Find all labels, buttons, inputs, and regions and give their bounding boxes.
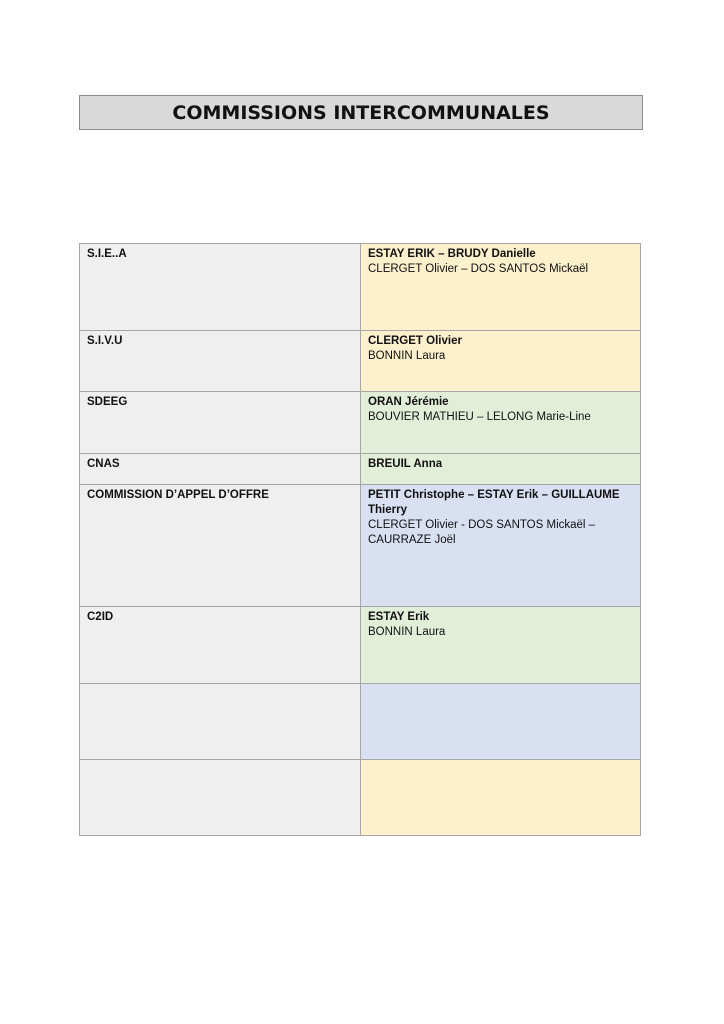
commissions-table (79, 243, 641, 836)
table-row (80, 607, 641, 684)
commission-members (361, 331, 641, 392)
table-row (80, 331, 641, 392)
commission-members (361, 454, 641, 485)
commission-members (361, 392, 641, 454)
commission-name: COMMISSION D’APPEL D’OFFRE (80, 485, 361, 607)
commission-name: S.I.V.U (80, 331, 361, 392)
members-suppleants: BONNIN Laura (368, 350, 446, 362)
table-row (80, 760, 641, 836)
members-titulaires: CLERGET Olivier (368, 335, 462, 347)
members-suppleants: CLERGET Olivier – DOS SANTOS Mickaël (368, 263, 589, 275)
members-suppleants: CLERGET Olivier - DOS SANTOS Mickaël – CAURRAZE Joël (368, 519, 596, 546)
table-row (80, 244, 641, 331)
table-row (80, 485, 641, 607)
commission-name-empty (80, 760, 361, 836)
commission-name: CNAS (80, 454, 361, 485)
table-row (80, 392, 641, 454)
members-titulaires: ESTAY ERIK – BRUDY Danielle (368, 248, 536, 260)
table-row (80, 684, 641, 760)
table-row (80, 454, 641, 485)
members-titulaires: PETIT Christophe – ESTAY Erik – GUILLAUME Thierry (368, 489, 620, 516)
commission-name-empty (80, 684, 361, 760)
commission-members (361, 607, 641, 684)
members-suppleants: BONNIN Laura (368, 626, 446, 638)
commission-name: C2ID (80, 607, 361, 684)
members-titulaires: ORAN Jérémie (368, 396, 449, 408)
commission-name: SDEEG (80, 392, 361, 454)
members-titulaires: BREUIL Anna (368, 458, 443, 470)
commission-members (361, 244, 641, 331)
members-titulaires: ESTAY Erik (368, 611, 430, 623)
commission-members-empty (361, 684, 641, 760)
page-title: COMMISSIONS INTERCOMMUNALES (172, 101, 550, 124)
commission-name: S.I.E..A (80, 244, 361, 331)
page-title-box (79, 95, 643, 130)
members-suppleants: BOUVIER MATHIEU – LELONG Marie-Line (368, 411, 591, 423)
commission-members-empty (361, 760, 641, 836)
commission-members (361, 485, 641, 607)
